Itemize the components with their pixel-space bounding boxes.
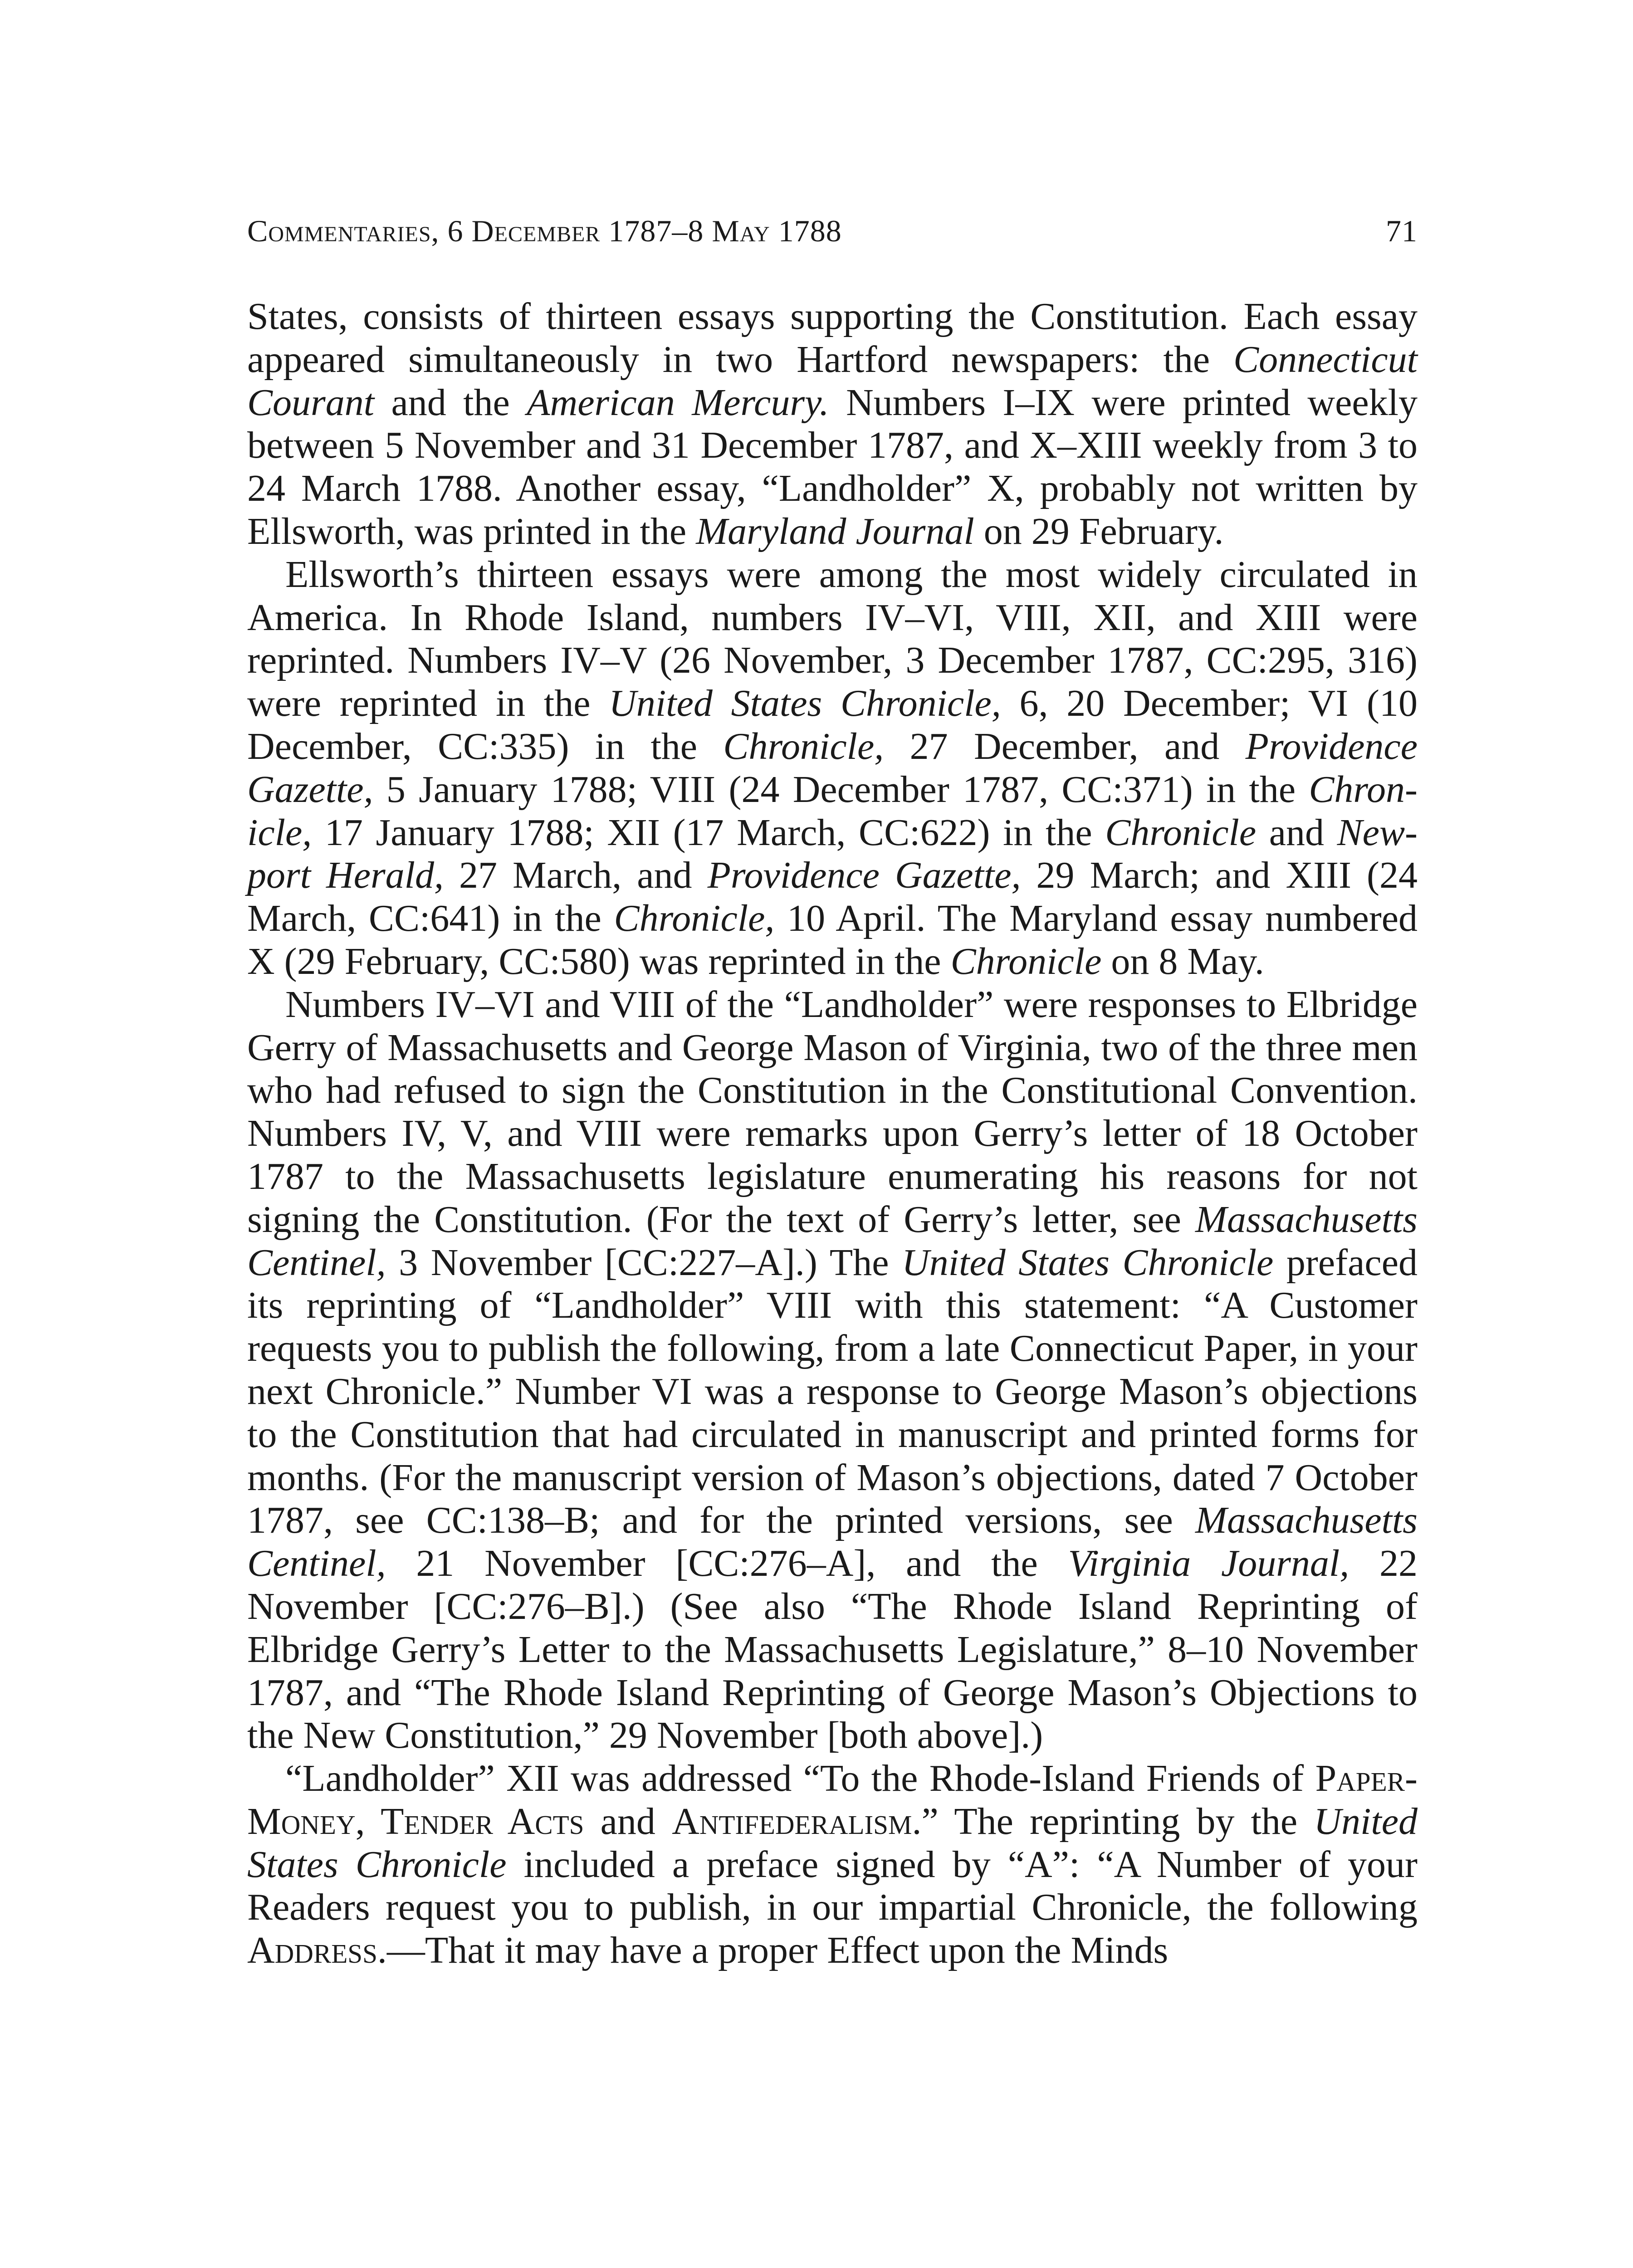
italic-text: Massachusetts Centinel, — [247, 1198, 1418, 1284]
italic-text: Chronicle, — [247, 768, 1418, 854]
text-run: 27 March, and — [444, 854, 708, 897]
text-run: 6, 20 December; VI (10 December, CC:335) in the — [247, 682, 1418, 767]
italic-text: Massachusetts Centinel, — [247, 1499, 1418, 1585]
text-run: 17 January 1788; XII (17 March, CC:622) in the — [312, 811, 1105, 854]
italic-text: Providence Gazette, — [247, 725, 1418, 811]
text-run: and — [1256, 811, 1337, 854]
text-run: on 29 February. — [974, 510, 1224, 552]
body-text — [247, 295, 1418, 1972]
small-caps-text: Antifederalism. — [672, 1800, 922, 1843]
italic-text: Chronicle — [1105, 811, 1257, 854]
paragraph — [247, 553, 1418, 983]
italic-text: United States Chronicle — [902, 1241, 1274, 1284]
text-run: 3 November [CC:227–A].) The — [386, 1241, 902, 1284]
text-run: Ellsworth’s thirteen essays were among the most widely circulated in America. In Rhode Island, numbers IV–VI, VIII, XII, and XIII were reprinted. Numbers IV–V (26 November, 3 December 1787, CC:295, 316) were reprinted in the — [247, 553, 1418, 725]
text-run: on 8 May. — [1101, 940, 1264, 982]
italic-text: Chronicle — [950, 940, 1102, 982]
italic-text: Providence Gazette, — [707, 854, 1021, 897]
running-title: Commentaries, 6 December 1787–8 May 1788 — [247, 214, 842, 248]
document-page — [247, 215, 1418, 1972]
italic-text: Maryland Journal — [696, 510, 974, 552]
text-run: 22 November [CC:276–B].) (See also “The Rhode Island Reprinting of Elbridge Gerry’s Letter to the Massachusetts Legislature,” 8–10 November 1787, and “The Rhode Island Reprinting of George Mason’s Objections to the New Constitution,” 29 November [both above].) — [247, 1542, 1418, 1757]
italic-text: American Mercury. — [527, 381, 829, 424]
text-run: —That it may have a proper Effect upon the Minds — [386, 1929, 1169, 1972]
italic-text: Chronicle, — [614, 897, 775, 940]
text-run: States, consists of thirteen essays supporting the Constitution. Each essay appeared simultaneously in two Hartford newspapers: the — [247, 295, 1418, 381]
text-run: Numbers I–IX were printed weekly between 5 November and 31 December 1787, and X–XIII weekly from 3 to 24 March 1788. Another essay, “Landholder” X, probably not written by Ellsworth, was printed in the — [247, 381, 1418, 552]
text-run: ” The reprinting by the — [921, 1800, 1314, 1843]
text-run: Numbers IV–VI and VIII of the “Landholder” were responses to Elbridge Gerry of Massachusetts and George Mason of Virginia, two of the three men who had refused to sign the Constitution in the Constitutional Convention. Numbers IV, V, and VIII were remarks upon Gerry’s letter of 18 October 1787 to the Massachusetts legislature enumerating his reasons for not signing the Constitution. (For the text of Gerry’s letter, see — [247, 983, 1418, 1241]
paragraph — [247, 1757, 1418, 1972]
text-run: 27 December, and — [884, 725, 1246, 767]
paragraph — [247, 983, 1418, 1757]
text-run: and the — [374, 381, 527, 424]
italic-text: Newport Herald, — [247, 811, 1418, 897]
running-head — [247, 215, 1418, 246]
text-run: 10 April. The Maryland essay numbered X (29 February, CC:580) was reprinted in the — [247, 897, 1418, 982]
text-run: prefaced its reprinting of “Landholder” VIII with this statement: “A Customer requests you to publish the following, from a late Connecticut Paper, in your next Chronicle.” Number VI was a response to George Mason’s objections to the Constitution that had circulated in manuscript and printed forms for months. (For the manuscript version of Mason’s objections, dated 7 October 1787, see CC:138–B; and for the printed versions, see — [247, 1241, 1418, 1542]
paragraph — [247, 295, 1418, 553]
italic-text: Virginia Journal, — [1068, 1542, 1349, 1585]
text-run: “Landholder” XII was addressed “To the Rhode-Island Friends of — [285, 1757, 1315, 1800]
text-run: 29 March; and XIII (24 March, CC:641) in the — [247, 854, 1418, 940]
text-run: 5 January 1788; VIII (24 December 1787, CC:371) in the — [373, 768, 1309, 811]
text-run: 21 November [CC:276–A], and the — [386, 1542, 1068, 1585]
small-caps-text: Paper-Money, Tender Acts — [247, 1757, 1418, 1843]
italic-text: United States Chronicle — [247, 1800, 1418, 1886]
small-caps-text: Address. — [247, 1929, 387, 1972]
text-run: included a preface signed by “A”: “A Number of your Readers request you to publish, in our impartial Chronicle, the following — [247, 1843, 1418, 1929]
page-number: 71 — [1386, 214, 1418, 248]
italic-text: Chronicle, — [723, 725, 884, 767]
text-run: and — [584, 1800, 672, 1843]
italic-text: Connecticut Courant — [247, 338, 1418, 424]
italic-text: United States Chronicle, — [609, 682, 1001, 725]
